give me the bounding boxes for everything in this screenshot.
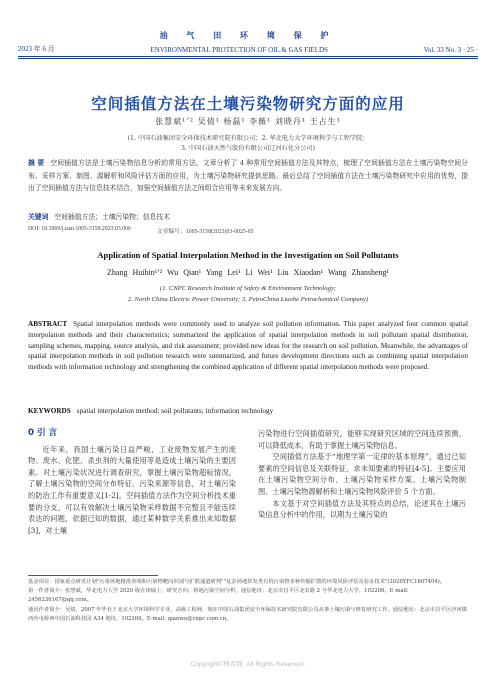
affiliation-cn-1: (1. 中国石油集团安全环保技术研究院有限公司；2. 华北电力大学环境科学与工程学院； [127, 135, 369, 142]
keywords-cn [28, 211, 468, 221]
keywords-en [28, 407, 468, 415]
abstract-text-cn: 空间插值方法是土壤污染物信息分析的常用方法，文章分析了 4 种常用空间插值方法及其特点，梳理了空间插值方法在土壤污染物空间分布、采样方案、制图、源解析和风险评估方面的应用，为土壤污染物研究提供思路。最后总结了空间插值方法在土壤污染物研究中应用的优势，提出了空间插值方法与信息技术结合，加强空间插值方法之间组合应用等未来发展方向。 [28, 159, 468, 193]
affiliation-en-1: (1. CNPC Research Institute of Safety & Environment Technology; [160, 285, 336, 292]
doi-line [28, 226, 468, 235]
body-paragraph: 本文基于对空间插值方法及其特点的总结，论述其在土壤污染信息分析中的作用，以期为土壤污染的 [258, 498, 466, 520]
keywords-text-en: spatial interpolation method; soil pollutants; information technology [76, 407, 274, 415]
footnote-funding: 基金项目：国家重点研发计划"污染场地精准查明和污染物靶向识别与扩散通道研判""复杂场地挥发类有机污染物多种传输扩散的环境风险评估及验证技术"(2020YFC1807404)。 [28, 579, 446, 585]
section-heading-introduction: 0 引 言 [28, 428, 58, 438]
body-paragraph: 近年来，我国土壤污染日益严峻，工业废物发展产生的废物、废水、化肥、杀虫剂的大量使用等是造成土壤污染的主要因素。对土壤污染状况进行调查研究，掌握土壤污染物超标情况，了解土壤污染物的空间分布特征、污染来源等信息，对土壤污染的防治工作有重要意义[1-2]。空间插值方法作为空间分析技术重要的分支，可以有效解决土壤污染物采样数据不完整且不能连续表达的问题，依据已知的数据，通过某种数学关系推出未知数据[3]，对土壤 [28, 444, 236, 535]
footnote-rule [28, 575, 158, 576]
volume-number: Vol. 33 No. 3 · 25 · [423, 46, 478, 54]
doi-link[interactable]: DOI: 10.3969/j.issn.1005-3158.2023.03.006 [28, 226, 131, 232]
author-list-cn: 张慧斌¹ʼ² 吴倩¹ 杨磊¹ 李薇¹ 刘晓丹¹ 王占生¹ [155, 117, 341, 126]
body-column-right [258, 428, 466, 521]
header-rule [18, 56, 478, 57]
author-list-en: Zhang Huibin¹ʼ² Wu Qian¹ Yang Lei¹ Li Wei¹ Liu Xiaodan¹ Wang Zhansheng¹ [107, 268, 389, 277]
keywords-text-cn: 空间插值方法；土壤污染物；信息技术 [54, 213, 170, 221]
body-paragraph: 污染物进行空间插值研究，能够实现研究区域的空间连续预测，可以降低成本，有助于掌握土壤污染物信息。 [258, 429, 466, 450]
journal-name-en: ENVIRONMENTAL PROTECTION OF OIL & GAS FIELDS [150, 46, 328, 54]
abstract-label-en: ABSTRACT [28, 320, 68, 328]
header-rule-thin [18, 58, 478, 59]
copyright-watermark: Copyright©博看网. All Rights Reserved. [190, 661, 306, 668]
affiliation-en-2: 2. North China Electric Power University; 3. PetroChina Liaohe Petrochemical Company) [127, 296, 369, 303]
abstract-en [28, 319, 468, 373]
footnote-corresponding-author: 通讯作者简介：吴倩，2007 年毕业于北京大学环境科学专业，高级工程师，现在中国石油集团安全环保技术研究院有限公司从事土壤污染与修复研究工作。通信地址：北京市昌平区沙河镇西沙屯桥西中国石油科技园 A34 地块，102206。E-mail: qianwu@cnpc.com.cn。 [28, 606, 467, 622]
abstract-label-cn: 摘 要 [28, 159, 45, 167]
affiliation-cn-2: 3. 中国石油天然气股份有限公司辽河石化分公司) [180, 145, 316, 152]
article-number: 文章编号：1005-3158(2023)03-0025-05 [156, 229, 254, 235]
footnotes [28, 578, 468, 624]
issue-date: 2023 年 6 月 [18, 45, 55, 53]
footnote-first-author: 第一作者简介：张慧斌，华北电力大学 2020 级在读硕士，研究方向：场地污染空间分析。通信地址：北京市昌平区北农路 2 号华北电力大学，102206。E-mail: 2456236167@qq.com。 [28, 588, 409, 604]
body-column-left [28, 428, 236, 536]
keywords-label-cn: 关键词 [28, 213, 49, 221]
abstract-cn [28, 157, 468, 195]
journal-name-cn: 油 气 田 环 境 保 护 [159, 30, 337, 40]
abstract-text-en: Spatial interpolation methods were commonly used to analyze soil pollution information. This paper analyzed four common spatial interpolation methods and their characteristics; summarized the application of spatial interpolation methods in soil pollutant spatial distribution, sampling schemes, mapping, source analysis, and risk assessment; provided new ideas for the research on soil pollution. Meanwhile, the advantages of spatial interpolation methods in soil pollution research were summarized, and future development directions such as combining spatial interpolation methods with information technology and strengthening the combined application of different spatial interpolation methods were proposed. [28, 320, 468, 372]
article-title-cn: 空间插值方法在土壤污染物研究方面的应用 [91, 95, 405, 113]
running-header [18, 40, 478, 54]
keywords-label-en: KEYWORDS [28, 407, 71, 415]
body-paragraph: 空间插值方法基于“地理学第一定律的基本原理”，通过已知要素的空间信息及关联特征，求未知要素的特征[4-5]。主要应用在土壤污染物空间分布、土壤污染物采样方案、土壤污染物制图、土壤污染物源解析和土壤污染物风险评价 5 个方面。 [258, 452, 466, 496]
article-title-en: Application of Spatial Interpolation Method in the Investigation on Soil Pollutants [97, 250, 399, 260]
